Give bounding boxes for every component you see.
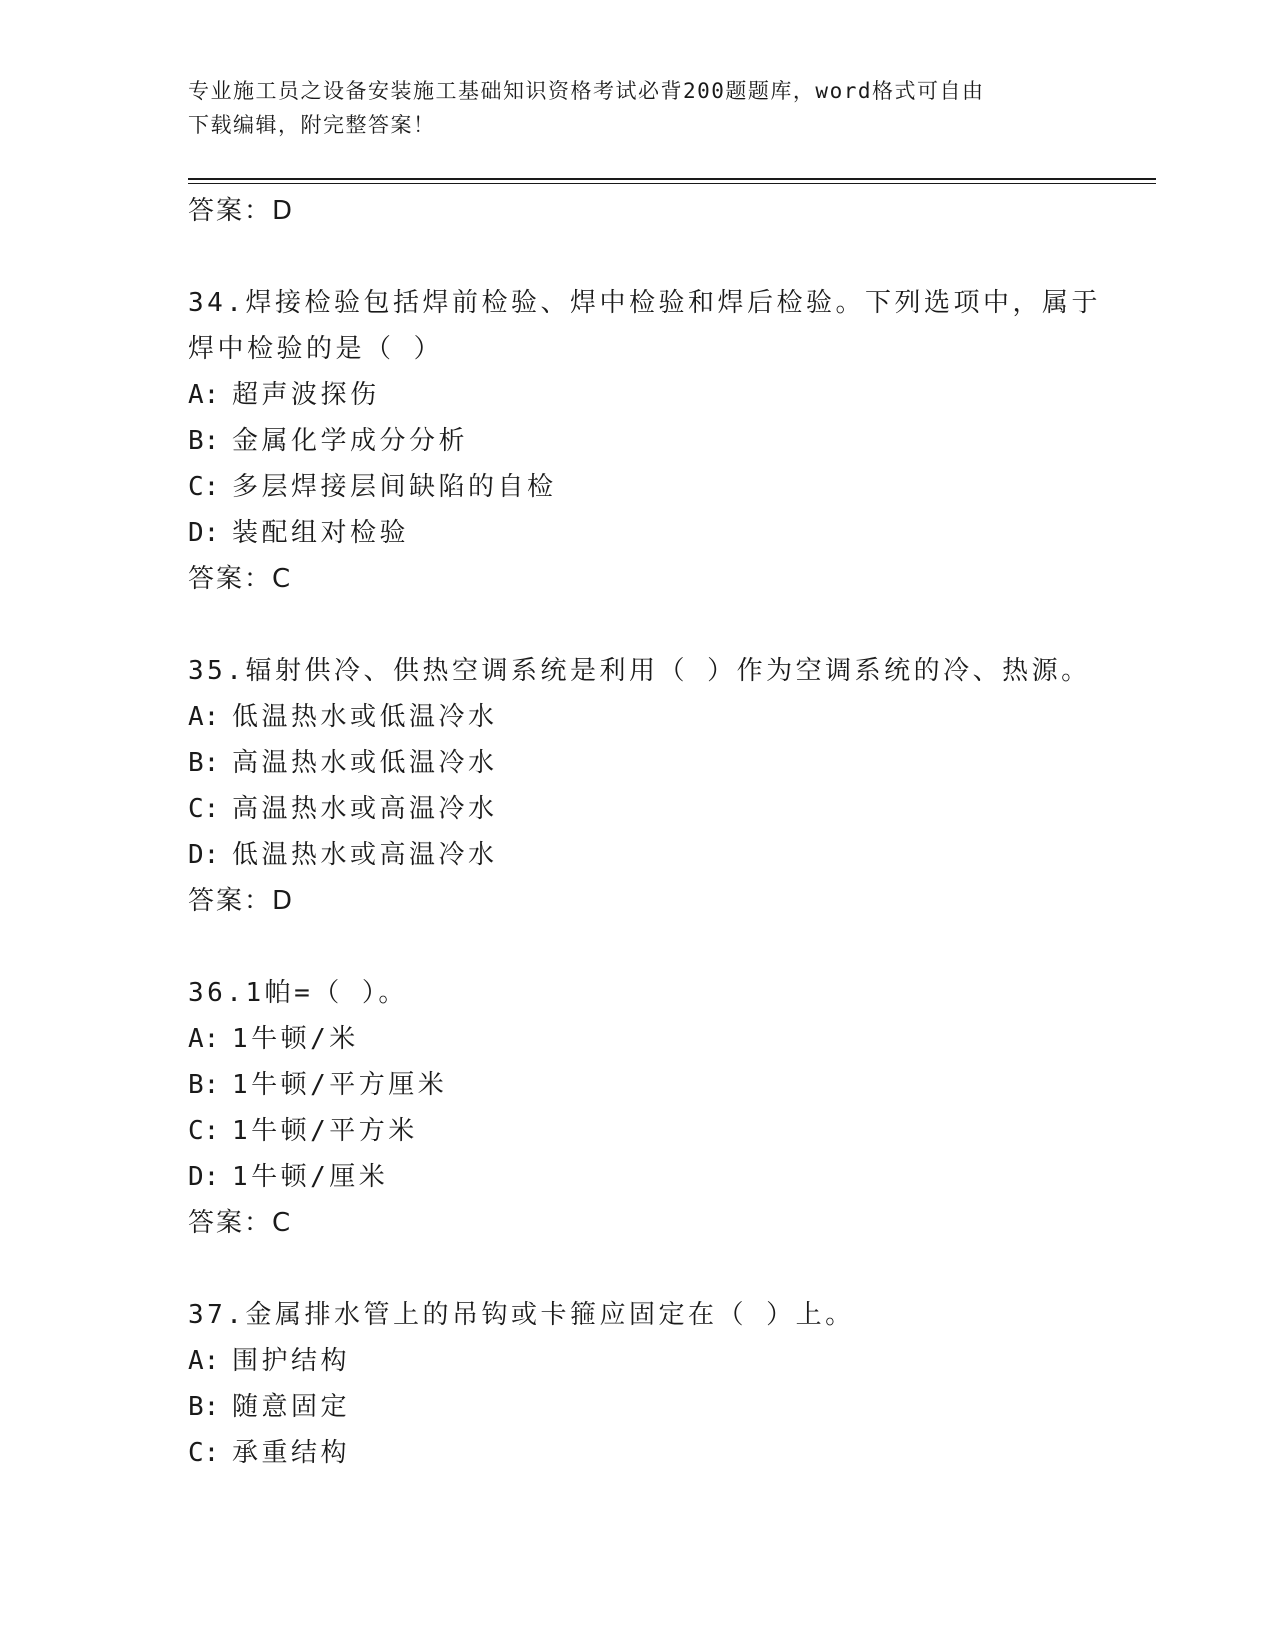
answer-36: 答案：C bbox=[188, 1208, 293, 1238]
option-text: 低温热水或低温冷水 bbox=[232, 702, 498, 732]
question-stem-line: 35.辐射供冷、供热空调系统是利用（ ）作为空调系统的冷、热源。 bbox=[188, 656, 1091, 686]
question-stem-line: 36.1帕=（ ）。 bbox=[188, 978, 408, 1008]
option-text: 高温热水或高温冷水 bbox=[232, 794, 498, 824]
option-text: 承重结构 bbox=[232, 1438, 351, 1468]
option-b bbox=[188, 1384, 1108, 1430]
option-prefix: D: bbox=[188, 518, 220, 548]
option-b bbox=[188, 1062, 1108, 1108]
option-b bbox=[188, 740, 1108, 786]
question-35 bbox=[188, 648, 1108, 924]
option-text: 随意固定 bbox=[232, 1392, 351, 1422]
option-prefix: A: bbox=[188, 702, 220, 732]
option-b bbox=[188, 418, 1108, 464]
option-prefix: C: bbox=[188, 1438, 220, 1468]
option-text: 高温热水或低温冷水 bbox=[232, 748, 498, 778]
option-prefix: A: bbox=[188, 1346, 220, 1376]
header-line-1: 专业施工员之设备安装施工基础知识资格考试必背200题题库，word格式可自由 bbox=[188, 79, 985, 103]
option-c bbox=[188, 1430, 1108, 1476]
option-text: 金属化学成分分析 bbox=[232, 426, 469, 456]
question-36 bbox=[188, 970, 1108, 1246]
document-header bbox=[188, 74, 1088, 142]
option-prefix: B: bbox=[188, 1070, 220, 1100]
option-text: 超声波探伤 bbox=[232, 380, 380, 410]
header-line-2: 下载编辑，附完整答案！ bbox=[188, 113, 436, 137]
answer-35: 答案：D bbox=[188, 886, 295, 916]
option-c bbox=[188, 1108, 1108, 1154]
header-rule-thin bbox=[188, 183, 1156, 184]
question-stem-line: 焊中检验的是（ ） bbox=[188, 334, 444, 364]
option-text: 1牛顿/厘米 bbox=[232, 1162, 389, 1192]
option-a bbox=[188, 372, 1108, 418]
option-prefix: C: bbox=[188, 794, 220, 824]
option-prefix: C: bbox=[188, 1116, 220, 1146]
header-rule-thick bbox=[188, 178, 1156, 180]
option-d bbox=[188, 832, 1108, 878]
option-prefix: D: bbox=[188, 840, 220, 870]
option-prefix: B: bbox=[188, 748, 220, 778]
question-34 bbox=[188, 280, 1108, 602]
spacer bbox=[188, 924, 1108, 970]
option-text: 1牛顿/平方厘米 bbox=[232, 1070, 448, 1100]
option-a bbox=[188, 694, 1108, 740]
option-a bbox=[188, 1016, 1108, 1062]
option-text: 多层焊接层间缺陷的自检 bbox=[232, 472, 557, 502]
spacer bbox=[188, 234, 1108, 280]
question-stem-line: 34.焊接检验包括焊前检验、焊中检验和焊后检验。下列选项中，属于 bbox=[188, 288, 1101, 318]
question-37 bbox=[188, 1292, 1108, 1476]
option-prefix: C: bbox=[188, 472, 220, 502]
option-d bbox=[188, 1154, 1108, 1200]
option-c bbox=[188, 464, 1108, 510]
spacer bbox=[188, 1246, 1108, 1292]
question-list bbox=[188, 188, 1108, 1476]
option-prefix: A: bbox=[188, 380, 220, 410]
option-text: 1牛顿/米 bbox=[232, 1024, 359, 1054]
answer-34: 答案：C bbox=[188, 564, 293, 594]
option-a bbox=[188, 1338, 1108, 1384]
option-text: 低温热水或高温冷水 bbox=[232, 840, 498, 870]
option-prefix: D: bbox=[188, 1162, 220, 1192]
option-c bbox=[188, 786, 1108, 832]
spacer bbox=[188, 602, 1108, 648]
option-prefix: B: bbox=[188, 426, 220, 456]
option-d bbox=[188, 510, 1108, 556]
option-prefix: B: bbox=[188, 1392, 220, 1422]
option-text: 1牛顿/平方米 bbox=[232, 1116, 418, 1146]
option-text: 围护结构 bbox=[232, 1346, 351, 1376]
option-text: 装配组对检验 bbox=[232, 518, 410, 548]
question-stem-line: 37.金属排水管上的吊钩或卡箍应固定在（ ）上。 bbox=[188, 1300, 855, 1330]
answer-33: 答案：D bbox=[188, 196, 295, 226]
option-prefix: A: bbox=[188, 1024, 220, 1054]
